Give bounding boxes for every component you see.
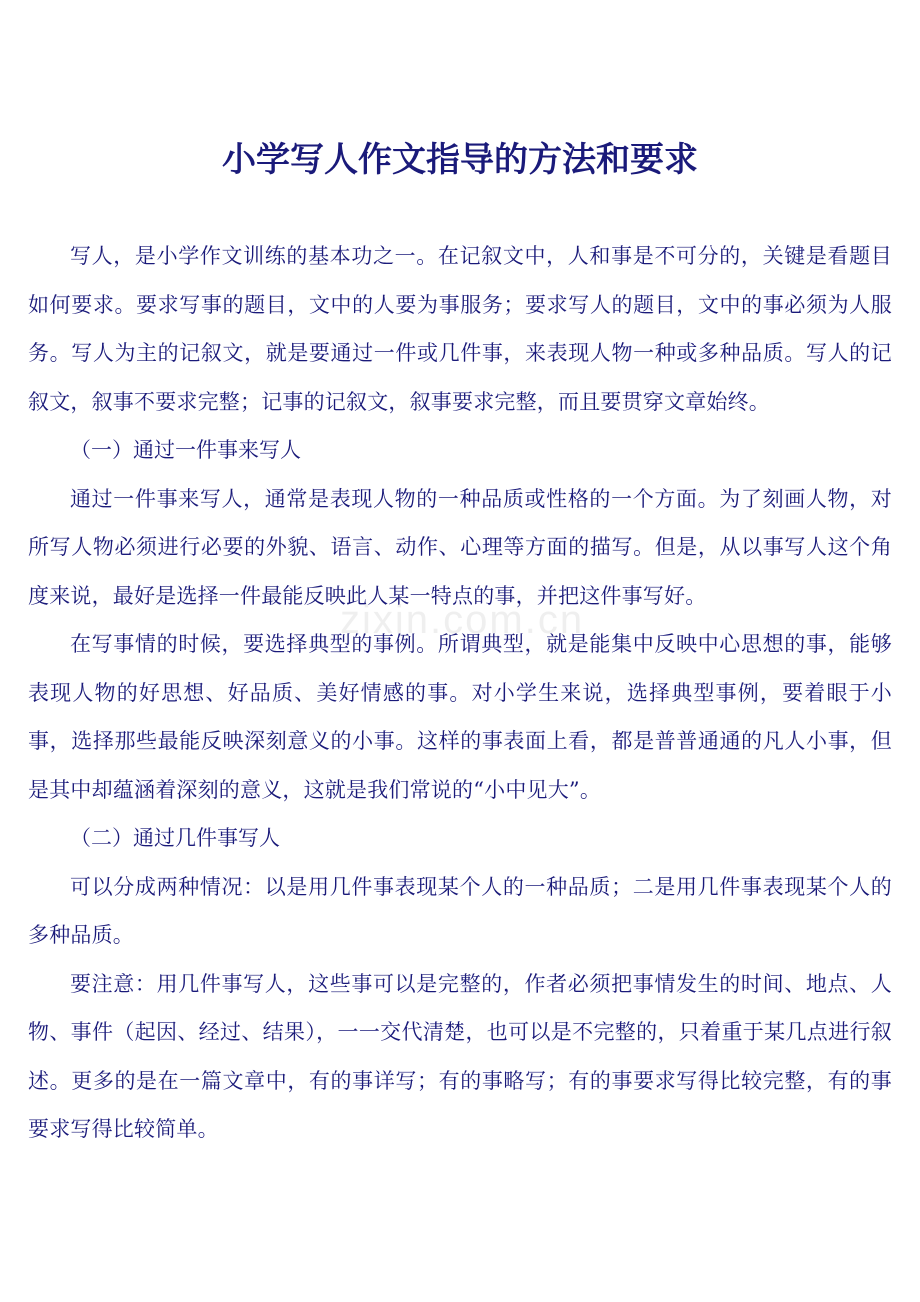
section-heading-one: （一）通过一件事来写人 [70, 438, 301, 462]
document-body [28, 232, 892, 1154]
watermark-logo: zixin.com.cn [340, 598, 585, 642]
paragraph-two-cases: 可以分成两种情况：以是用几件事表现某个人的一种品质；二是用几件事表现某个人的多种品质。 [28, 874, 892, 947]
paragraph-one-event: 通过一件事来写人，通常是表现人物的一种品质或性格的一个方面。为了刻画人物，对所写人物必须进行必要的外貌、语言、动作、心理等方面的描写。但是，从以事写人这个角度来说，最好是选择一件最能反映此人某一特点的事，并把这件事写好。 [28, 486, 892, 608]
page-title: 小学写人作文指导的方法和要求 [222, 140, 698, 180]
paragraph-attention: 要注意：用几件事写人，这些事可以是完整的，作者必须把事情发生的时间、地点、人物、事件（起因、经过、结果），一一交代清楚，也可以是不完整的，只着重于某几点进行叙述。更多的是在一篇文章中，有的事详写；有的事略写；有的事要求写得比较完整，有的事要求写得比较简单。 [28, 971, 892, 1141]
paragraph-typical-events: 在写事情的时候，要选择典型的事例。所谓典型，就是能集中反映中心思想的事，能够表现人物的好思想、好品质、美好情感的事。对小学生来说，选择典型事例，要着眼于小事，选择那些最能反映深刻意义的小事。这样的事表面上看，都是普普通通的凡人小事，但是其中却蕴涵着深刻的意义，这就是我们常说的“小中见大”。 [28, 632, 892, 802]
section-heading-two: （二）通过几件事写人 [70, 826, 280, 850]
paragraph-intro: 写人，是小学作文训练的基本功之一。在记叙文中，人和事是不可分的，关键是看题目如何要求。要求写事的题目，文中的人要为事服务；要求写人的题目，文中的事必须为人服务。写人为主的记叙文，就是要通过一件或几件事，来表现人物一种或多种品质。写人的记叙文，叙事不要求完整；记事的记叙文，叙事要求完整，而且要贯穿文章始终。 [28, 244, 892, 414]
